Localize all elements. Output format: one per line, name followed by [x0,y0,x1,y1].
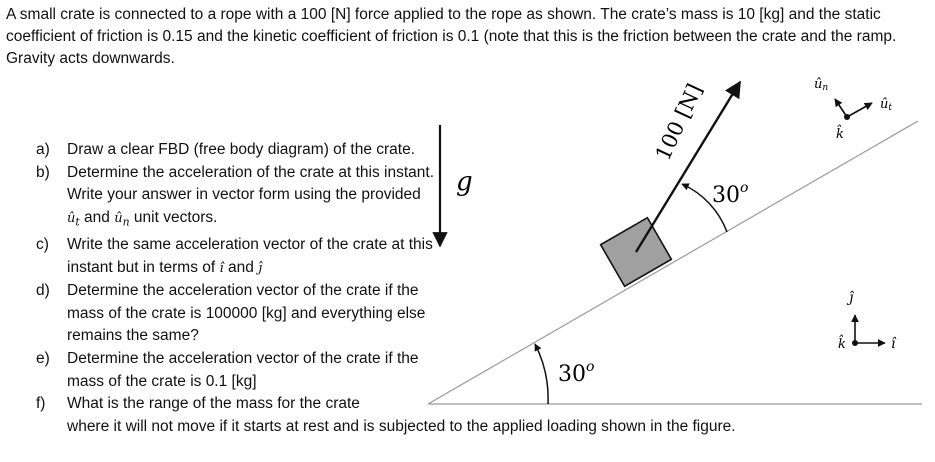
force-label: 100 [N] [650,80,707,165]
i-label: î [891,336,896,352]
k-label-ij: k̂ [838,337,846,352]
question-c: c) Write the same acceleration vector of the crate at this instant but in terms of î and ĵ [36,235,433,276]
k-label-tn: k̂ [836,127,844,142]
cartesian-frame [838,289,897,352]
j-symbol: ĵ [258,260,263,276]
force-angle-label: 30$^o$ [712,180,749,208]
ut-symbol: $û_t$ [67,210,80,229]
problem-statement: A small crate is connected to a rope with a 100 [N] force applied to the rope as shown. The crate’s mass is 10 [kg] and the static coefficient of friction is 0.15 and the kinetic coefficient of friction is 0.1 (note that this is the friction between the crate and the ramp. Gravity acts downwards. [6,6,897,67]
tangential-normal-frame [814,77,892,142]
incline-surface [428,121,918,404]
un-label: ûn [814,77,829,93]
gravity-label: g [456,167,473,197]
question-b: b) Determine the acceleration of the crate at this instant. Write your answer in vector form using the provided $û_t$ and $û_n$ unit vectors. [36,163,435,229]
question-f: f) What is the range of the mass for the crate where it will not move if it starts at rest and is subjected to the applied loading shown in the figure. [36,395,736,435]
ut-label: ût [880,97,892,113]
question-d: d) Determine the acceleration vector of the crate if the mass of the crate is 100000 [kg] and everything else remains the same? [36,282,426,345]
j-label: ĵ [849,290,854,306]
incline-angle-label: 30$^o$ [558,359,595,387]
question-e: e) Determine the acceleration vector of the crate if the mass of the crate is 0.1 [kg] [36,349,419,390]
un-symbol: $û_n$ [114,210,130,229]
question-a: a) Draw a clear FBD (free body diagram) of the crate. [36,141,416,158]
i-symbol: î [219,260,224,276]
